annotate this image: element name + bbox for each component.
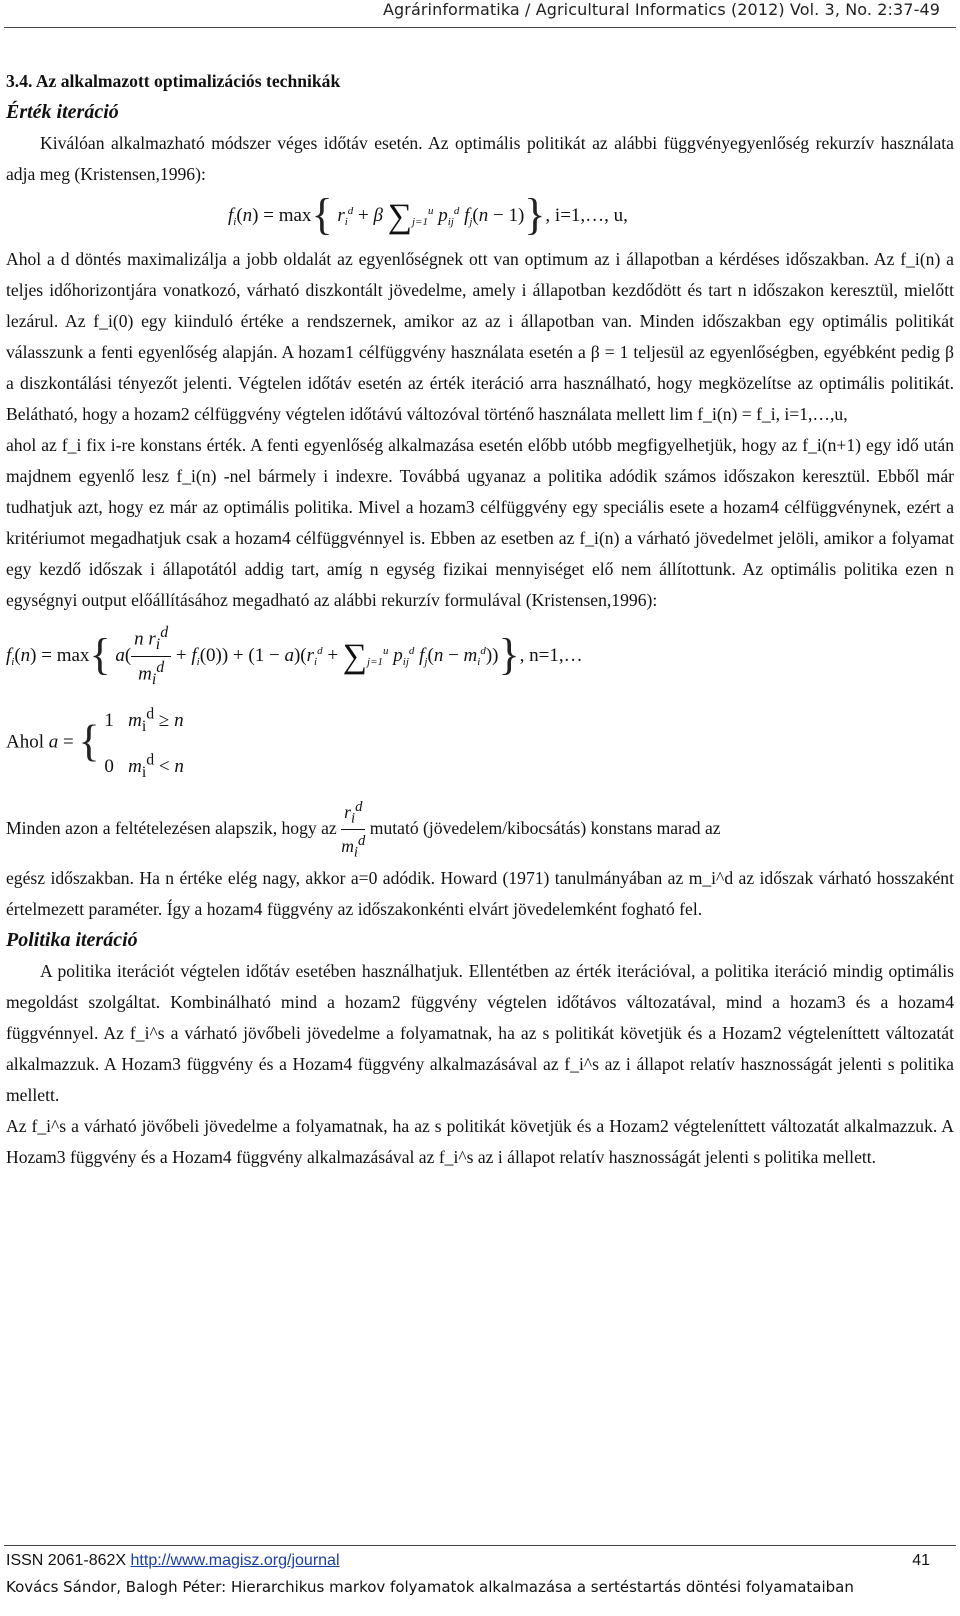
paragraph-6: A politika iterációt végtelen időtáv esetében használhatjuk. Ellentétben az érték iterációval, a politika iteráció mindig optimális megoldást szolgáltat. Kombinálható mind a hozam2 függvény végtelen időtávos változatával, mind a hozam3 és a hozam4 függvénnyel. Az f_i^s a várható jövőbeli jövedelme a folyamatnak, ha az s politikát követjük és a Hozam2 végteleníttett változatát alkalmazzuk. A Hozam3 függvény és a Hozam4 függvény alkalmazásával az f_i^s az i állapot relatív hasznosságát jelenti s politika mellett.	[6, 961, 954, 1106]
paragraph-5: egész időszakban. Ha n értéke elég nagy, akkor a=0 adódik. Howard (1971) tanulmányában az m_i^d az időszak várható hosszaként értelmezett paraméter. Így a hozam4 függvény az időszakonkénti elvárt jövedelemként fogható fel.	[6, 868, 954, 920]
paper-body	[6, 66, 954, 1173]
paragraph-1: Kiválóan alkalmazható módszer véges időtáv esetén. Az optimális politikát az alábbi függvényegyenlőség rekurzív használata adja meg (Kristensen,1996):	[6, 133, 954, 184]
equation-2-suffix: , n=1,…	[519, 644, 583, 666]
subsection-heading-value-iteration: Érték iteráció	[6, 101, 119, 123]
paragraph-7: Az f_i^s a várható jövőbeli jövedelme a folyamatnak, ha az s politikát követjük és a Hozam2 végteleníttett változatát alkalmazzuk. A Hozam3 függvény és a Hozam4 függvény alkalmazásával az f_i^s az i állapot relatív hasznosságát jelenti s politika mellett.	[6, 1116, 954, 1168]
footer-issn-line	[6, 1552, 340, 1570]
footer-rule	[4, 1545, 956, 1546]
issn: ISSN 2061-862X	[6, 1552, 127, 1569]
paragraph-3: ahol az f_i fix i-re konstans érték. A fenti egyenlőség alkalmazása esetén előbb utóbb megfigyelhetjük, hogy az f_i(n+1) egy idő után majdnem egyenlő lesz f_i(n) -nel bármely i indexre. Továbbá ugyanaz a politika adódik számos időszakon keresztül. Ebből már tudhatjuk azt, hogy ez már az optimális politika. Mivel a hozam3 célfüggvény egy speciális esete a hozam4 célfüggvénynek, ezért a kritériumot megadhatjuk csak a hozam4 célfüggvénnyel is. Ebben az esetben az f_i(n) a várható jövedelmet jelöli, amikor a folyamat egy kezdő időszak i állapotától addig tart, amíg n egység fizikai mennyiséget elő nem állítottunk. Az optimális politika ezen n egységnyi output előállításához megadható az alábbi rekurzív formulával (Kristensen,1996):	[6, 435, 954, 610]
ahol-label: Ahol	[6, 731, 44, 753]
footer-authors: Kovács Sándor, Balogh Péter: Hierarchikus markov folyamatok alkalmazása a sertéstartás döntési folyamataiban	[6, 1578, 854, 1596]
page-number: 41	[912, 1552, 930, 1569]
journal-link[interactable]: http://www.magisz.org/journal	[130, 1552, 340, 1569]
header-rule	[4, 27, 956, 28]
paragraph-4: Minden azon a feltételezésen alapszik, hogy az $\frac{r_i^d}{m_i^d}$ mutató (jövedelem/kibocsátás) konstans marad az	[6, 796, 954, 864]
section-heading: 3.4. Az alkalmazott optimalizációs technikák	[6, 71, 341, 91]
subsection-heading-policy-iteration: Politika iteráció	[6, 929, 138, 952]
ratio-r-over-m: $\frac{r_i^d}{m_i^d}$	[341, 796, 365, 864]
paragraph-2: Ahol a d döntés maximalizálja a jobb oldalát az egyenlőségnek ott van optimum az i állapotban a kérdéses időszakban. Az f_i(n) a teljes időhorizontjára vonatkozó, várható diszkontált jövedelme, amely i állapotban kezdődött és tart n időszakon keresztül, mielőtt lezárul. Az f_i(0) egy kiinduló értéke a rendszernek, amikor az az i állapotban van. Minden időszakban egy optimális politikát válasszunk a fenti egyenlőség alapján. A hozam1 célfüggvény használata esetén a β = 1 teljesül az egyenlőségben, egyébként pedig β a diszkontálási tényezőt jelenti. Végtelen időtáv esetén az érték iteráció arra használható, hogy megközelítse az optimális politikát. Belátható, hogy a hozam2 célfüggvény végtelen időtávú változóval történő használata mellett lim f_i(n) = f_i, i=1,…,u,	[6, 249, 954, 424]
equation-1-suffix: , i=1,…, u,	[545, 205, 628, 226]
equation-value-iteration: $f_i(n) = \max${ $r_i^d + \beta$ $\sum_{j=1}^u$ $p_{ij}^d$ $f_j(n - 1)$}, i=1,…, u,	[228, 190, 628, 239]
equation-a-definition: Ahol a = { 1 $m_i^d \ge n$ 0 $m_i^d < n$	[6, 705, 184, 781]
running-header: Agrárinformatika / Agricultural Informatics (2012) Vol. 3, No. 2:37-49	[382, 0, 940, 19]
equation-hozam4: $f_i(n) = \max${ a( $\frac{n r_i^d}{m_i^d}$ + $f_i(0)) + (1 - a)(r_i^d + \sum_{j=1}^u$ $p_{ij}^d$ $f_j(n - m_i^d)$)}, n=1,…	[6, 624, 583, 689]
